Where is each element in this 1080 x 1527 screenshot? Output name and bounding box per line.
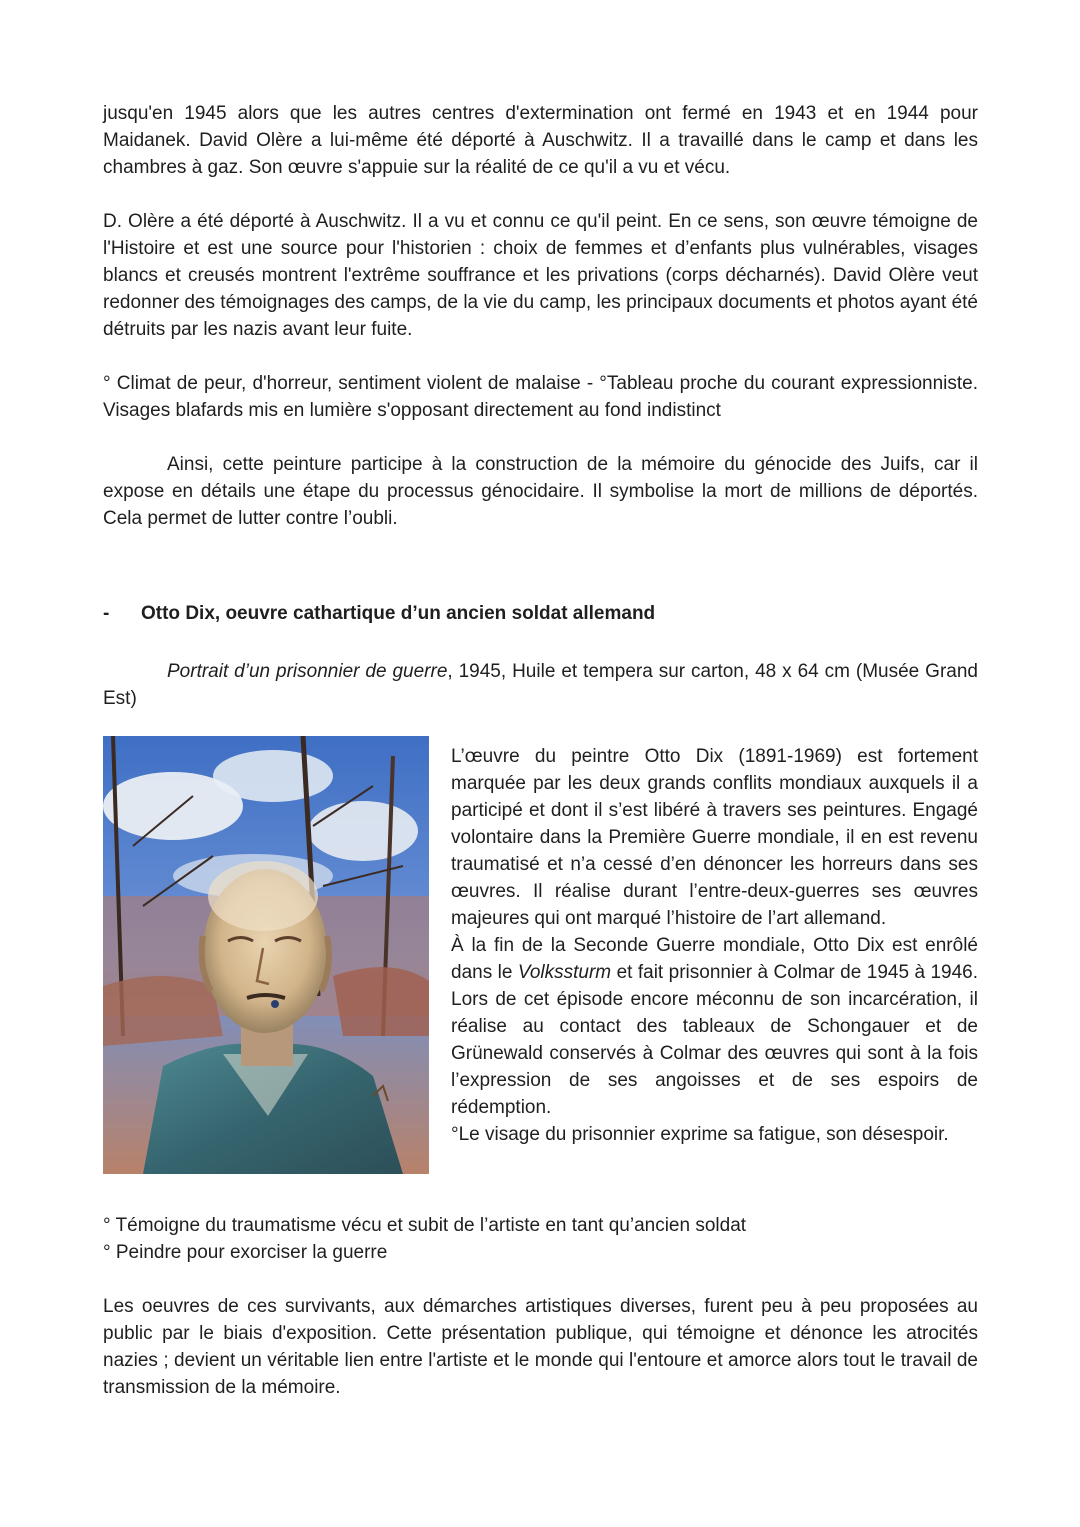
heading-title: Otto Dix, oeuvre cathartique d’un ancien soldat allemand — [141, 603, 656, 624]
artwork-title: Portrait d’un prisonnier de guerre — [167, 661, 448, 682]
otto-dix-paragraph-1: L’œuvre du peintre Otto Dix (1891-1969) est fortement marquée par les deux grands conflits mondiaux auxquels il a participé et dont il s’est libéré à travers ses peintures. Engagé volontaire dans la Première Guerre mondiale, il en est revenu traumatisé et n’a cessé d’en dénoncer les horreurs dans ses œuvres. Il réalise durant l’entre-deux-guerres ses œuvres majeures qui ont marqué l’histoire de l’art allemand. — [451, 746, 978, 929]
artwork-row — [103, 736, 978, 1174]
bullet-item: ° Témoigne du traumatisme vécu et subit de l’artiste en tant qu’ancien soldat — [103, 1215, 747, 1236]
heading-dash: - — [103, 603, 110, 624]
paragraph-olere-3: ° Climat de peur, d'horreur, sentiment violent de malaise - °Tableau proche du courant expressionniste. Visages blafards mis en lumière s'opposant directement au fond indistinct — [103, 373, 978, 421]
paragraph-olere-1: jusqu'en 1945 alors que les autres centres d'extermination ont fermé en 1943 et en 1944 pour Maidanek. David Olère a lui-même été déporté à Auschwitz. Il a travaillé dans le camp et dans les chambres à gaz. Son œuvre s'appuie sur la réalité de ce qu'il a vu et vécu. — [103, 103, 978, 178]
artwork-details: , 1945, Huile et tempera sur carton, 48 x 64 cm (Musée Grand Est) — [103, 661, 978, 709]
closing-paragraph: Les oeuvres de ces survivants, aux démarches artistiques diverses, furent peu à peu proposées au public par le biais d'exposition. Cette présentation publique, qui témoigne et dénonce les atrocités nazies ; devient un véritable lien entre l'artiste et le monde qui l'entoure et amorce alors tout le travail de transmission de la mémoire. — [103, 1296, 978, 1398]
otto-dix-paragraph-3: °Le visage du prisonnier exprime sa fatigue, son désespoir. — [451, 1124, 949, 1145]
bullet-list — [103, 1212, 978, 1266]
prisoner-portrait-painting — [103, 736, 429, 1174]
bullet-item: ° Peindre pour exorciser la guerre — [103, 1242, 388, 1263]
document-page — [103, 100, 978, 1401]
otto-dix-paragraph-2c: et fait prisonnier à Colmar de 1945 à 1946. Lors de cet épisode encore méconnu de son incarcération, il réalise au contact des tableaux de Schongauer et de Grünewald conservés à Colmar des œuvres qui sont à la fois l’expression de ses angoisses et de ses espoirs de rédemption. — [451, 962, 979, 1118]
otto-dix-paragraph-2 — [451, 932, 978, 1121]
otto-dix-paragraph-2a: À la fin de la Seconde Guerre mondiale, Otto Dix est enrôlé dans le — [451, 935, 978, 983]
paragraph-olere-conclusion: Ainsi, cette peinture participe à la construction de la mémoire du génocide des Juifs, car il expose en détails une étape du processus génocidaire. Il symbolise la mort de millions de déportés. Cela permet de lutter contre l’oubli. — [103, 454, 978, 529]
artwork-caption — [103, 658, 978, 712]
otto-dix-description — [451, 743, 978, 1174]
volkssturm-term: Volkssturm — [517, 962, 612, 983]
paragraph-olere-2: D. Olère a été déporté à Auschwitz. Il a vu et connu ce qu'il peint. En ce sens, son œuvre témoigne de l'Histoire et est une source pour l'historien : choix de femmes et d’enfants plus vulnérables, visages blancs et creusés montrent l'extrême souffrance et les privations (corps décharnés). David Olère veut redonner des témoignages des camps, de la vie du camp, les principaux documents et photos ayant été détruits par les nazis avant leur fuite. — [103, 211, 978, 340]
section-heading — [103, 600, 978, 627]
